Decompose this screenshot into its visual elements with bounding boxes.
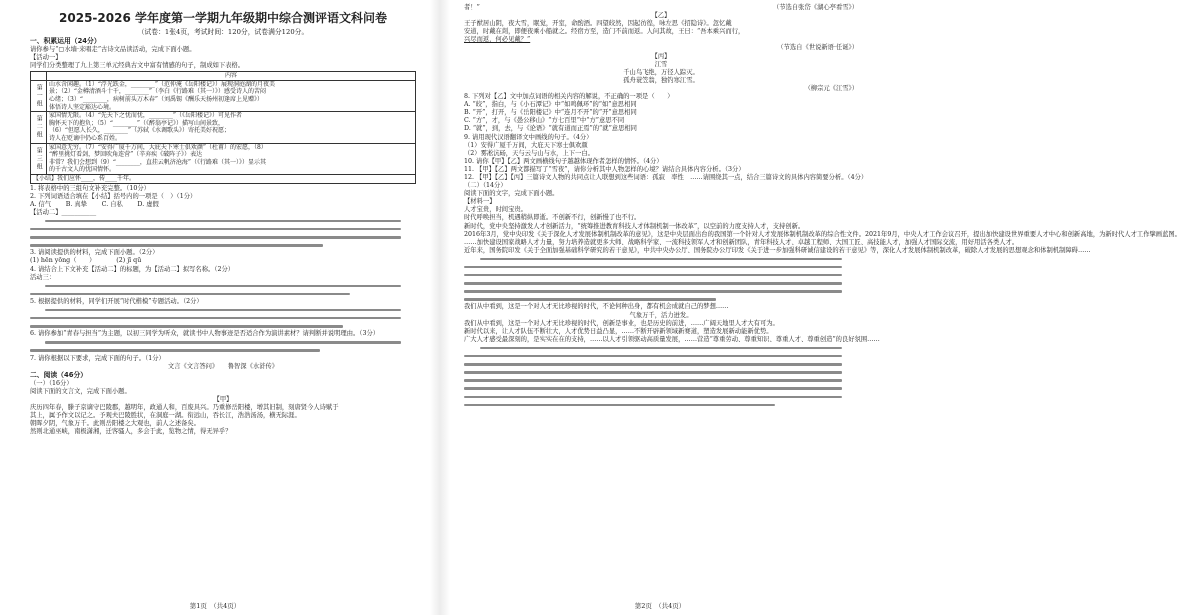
reading-instruction: 阅读下面的文言文，完成下面小题。 [30, 387, 131, 395]
text-line-placeholder [464, 344, 858, 352]
material-line: 气象万千，活力迸发。 [629, 311, 693, 319]
material-1-label: 【材料一】 [464, 198, 496, 206]
table-row [31, 80, 416, 111]
text-line-placeholder [30, 233, 416, 241]
text-line-placeholder [464, 368, 858, 376]
option-c: C. 自私 [101, 200, 123, 208]
activity-intro: 请你参与“▢水墙·来唱走”古诗文品读活动，完成下面小题。 [30, 46, 196, 53]
page-gutter [430, 0, 450, 615]
text-line-placeholder [30, 225, 416, 233]
exam-page-2 [450, 0, 1181, 615]
table-line: 的千古文人的忧国情怀。 [49, 166, 116, 174]
pinyin-item: (2) jī qū [116, 257, 142, 265]
text-line-placeholder [464, 352, 858, 360]
table-line: 家国意无穷。（7）“安得广厦千万间，大庇天下寒士俱欢颜”（杜甫）的宏愿，（8） [49, 143, 267, 151]
passage-line: 其上，属予作文以记之。予观夫巴陵胜状，在洞庭一湖。衔远山，吞长江，浩浩汤汤，横无际涯。 [30, 412, 301, 420]
text-line-placeholder [464, 263, 858, 271]
table-line: （6）“但愿人长久，________”（苏轼《水调歌头》）寄托美好祝愿； [49, 127, 230, 135]
reading-part-1: （一）（16分） [30, 379, 73, 387]
poem-line-with-author [464, 77, 858, 85]
text-line-placeholder [30, 217, 416, 225]
text-line-placeholder [464, 255, 858, 263]
table-line: “醉里挑灯看剑，梦回吹角连营”（辛弃疾《破阵子》）表达 [49, 151, 203, 159]
question-2: 2. 下列词语适合填在【小结】括号内的一项是（ ）（1分） [30, 192, 197, 200]
question-7-example: 文言《文言答问》 鲁智深《水浒传》 [167, 362, 279, 370]
passage-2-label: 【乙】 [651, 12, 671, 20]
poem-title: 江雪 [654, 60, 668, 68]
poem-line: 千山鸟飞绝，万径人踪灭。 [623, 68, 699, 76]
exam-subtitle: （试卷：1张4页，考试时间：120分，试卷满分120分。 [137, 28, 309, 36]
group-label: 第三组 [31, 143, 47, 174]
illegible-text-block [30, 282, 416, 298]
passage-ending: 者！” [464, 4, 480, 11]
reading-part-2: （二）（14分） [464, 182, 507, 190]
material-line: 新时代以来，让人才队伍不断壮大，人才优势日益凸显，……不断开辟新领域新赛道，塑造发展新动能新优势。 [464, 327, 773, 335]
option-b: B. “开”，打开，与《岳阳楼记》中“连月不开”的“开”意思相同 [464, 109, 637, 117]
option-d: D. “就”，到，去，与《论语》“就有道而正焉”的“就”意思相同 [464, 125, 637, 133]
table-line: 胸怀天下的抱负；（5）“________”（《醉翁亭记》）描写山间景致， [49, 119, 224, 127]
passage-line: 然则北通巫峡，南极潇湘，迁客骚人，多会于此，览物之情，得无异乎？ [30, 428, 232, 436]
pinyin-item: (1) hēn yōng（ ） [30, 257, 96, 265]
material-line: 2016年3月，党中央印发《关于深化人才发展体制机制改革的意见》，这是中央层面出台的我国第一个针对人才发展体制机制改革的综合性文件。2021年9月，中央人才工作会议召开，提出加快建设世界重要人才中心和创新高地，为新时代人才工作擘画蓝图。 [464, 230, 1181, 238]
table-line: 体悟诗人坚定豁达心境。 [49, 103, 116, 111]
table-line: 心绪；（3）“________，病树前头万木春”（刘禹锡《酬乐天扬州初逢席上见赠》） [49, 96, 263, 104]
material-line: 人才宝贵，时间宝贵。 [464, 206, 527, 214]
passage-source: （节选自张岱《湖心亭看雪》） [772, 4, 858, 11]
group-content [47, 80, 416, 111]
table-summary: 【小结】我们应怀____，传____千年。 [31, 175, 416, 184]
text-line-placeholder [30, 306, 416, 314]
page-top-line [464, 4, 858, 12]
text-line-placeholder [464, 376, 858, 384]
text-line-placeholder [30, 322, 416, 330]
reading-instruction: 阅读下面的文字，完成下面小题。 [464, 190, 559, 198]
passage-line: 安道，时戴在剡，即便夜乘小船就之。经宿方至，造门不前而返。人问其故，王曰：“吾本乘兴而行， [464, 28, 745, 36]
material-line: 我们从中看到，这是一个对人才无比珍视的时代，不论何种出身，都有机会成就自己的梦想…… [464, 303, 729, 311]
option-d: D. 虚假 [137, 200, 159, 208]
text-line-placeholder [464, 295, 858, 303]
section-heading-1: 一、积累运用（24分） [30, 37, 101, 45]
question-10: 10. 请你【甲】【乙】两文画横线句子越越体现作者怎样的情怀。（4分） [464, 157, 663, 165]
question-8: 8. 下列对【乙】文中加点词语的相关内容的解说，不正确的一项是（ ） [464, 93, 674, 101]
question-1: 1. 将表格中的三组句文补充完整。（10分） [30, 184, 150, 192]
material-line: ……加快建设国家战略人才力量，努力培养造就更多大师、战略科学家、一流科技领军人才和创新团队，青年科技人才、卓越工程师、大国工匠、高技能人才，加强人才国际交流，用好用活各类人才。 [464, 238, 1019, 246]
text-line-placeholder [464, 384, 858, 392]
illegible-text-block [464, 255, 858, 304]
option-a: A. 信气 [30, 200, 52, 208]
table-line: 非常？我们会想到（9）“________，直挂云帆济沧海”（《行路难（其一）》）显示其 [49, 158, 266, 166]
table-line: 景；（2）“金樽清酒斗十千，________”（李白《行路难（其一）》）感受诗人的苦闷 [49, 88, 266, 96]
exam-page-1 [0, 0, 430, 615]
option-a: A. “皎”，指白，与《小石潭记》中“如鸣佩环”的“如”意思相同 [464, 101, 637, 109]
text-line-placeholder [30, 338, 416, 346]
text-line-placeholder [30, 241, 416, 249]
text-line-placeholder [30, 346, 416, 354]
question-11: 11. 【甲】【乙】两文都描写了“雪夜”，请你分析其中人物怎样的心境？请结合具体内容分析。（3分） [464, 165, 745, 173]
group-content [47, 112, 416, 143]
option-c: C. “方”，才，与《愚公移山》“方七百里”中“方”意思不同 [464, 117, 625, 125]
activity-1-label: 【活动一】 [30, 54, 62, 62]
pinyin-items [30, 257, 416, 265]
group-label: 第二组 [31, 112, 47, 143]
activity-2-label: 【活动二】___________ [30, 208, 97, 216]
question-6: 6. 请你参加“青春与担当”为主题，以初三同学为听众，就读书中人物事迹是否适合作为演讲素材？请判断并说明理由。（3分） [30, 330, 380, 338]
question-9: 9. 请用现代汉语翻译文中画线的句子。（4分） [464, 133, 593, 141]
passage-line: 庆历四年春，滕子京谪守巴陵郡，越明年，政通人和，百废具兴。乃重修岳阳楼，增其旧制，刻唐贤今人诗赋于 [30, 404, 339, 412]
text-line-placeholder [464, 271, 858, 279]
material-line: 广大人才感受最深刻的，是实实在在的支持，……以人才引领驱动高质量发展，……营造“尊重劳动、尊重知识、尊重人才、尊重创造”的良好氛围…… [464, 335, 880, 343]
text-line-placeholder [464, 279, 858, 287]
question-3: 3. 请阅读提供的材料，完成下面小题。（2分） [30, 249, 159, 257]
table-group-col-header [31, 72, 47, 81]
poem-line: 孤舟蓑笠翁，独钓寒江雪。 [623, 76, 699, 84]
illegible-text-block [30, 217, 416, 249]
page-footer: 第1页 （共4页） [189, 602, 241, 610]
material-line: 时代呼唤担当，机遇稍纵即逝。不创新不行，创新慢了也不行。 [464, 214, 641, 222]
text-line-placeholder [464, 401, 858, 409]
text-line-placeholder [464, 287, 858, 295]
illegible-text-block [30, 338, 416, 354]
text-line-placeholder [30, 290, 416, 298]
table-row [31, 112, 416, 143]
illegible-text-block [464, 344, 858, 409]
quotation-table [30, 71, 416, 183]
translation-item: （1）安得广厦千万间，大庇天下寒士俱欢颜 [464, 141, 588, 149]
passage-line: 朝晖夕阴，气象万千。此则岳阳楼之大观也，前人之述备矣。 [30, 420, 201, 428]
page-footer: 第2页 （共4页） [634, 602, 686, 610]
group-label: 第一组 [31, 80, 47, 111]
passage-source: （节选自《世说新语·任诞》） [777, 44, 858, 52]
table-header: 内容 [47, 72, 416, 81]
activity-1-intro: 同学们分类整理了九上第三单元经典古文中富有情感的句子，制成如下表格。 [30, 62, 245, 70]
passage-1-label: 【甲】 [213, 395, 233, 403]
translation-item: （2）雾凇沆砀，天与云与山与水，上下一白。 [464, 149, 594, 157]
table-line: 山水含闲趣。（1）“浮光跃金，________”（范仲淹《岳阳楼记》）展现洞庭湖的月夜美 [49, 80, 275, 88]
text-line-placeholder [464, 360, 858, 368]
material-line: 新时代，党中央坚持激发人才创新活力，“统筹推进教育科技人才体制机制一体改革”，以空前的力度支持人才，支持创新。 [464, 222, 805, 230]
table-row [31, 143, 416, 174]
question-12: 12. 【甲】【乙】【丙】三篇诗文人物的共同点让人联想到这些词语：孤寂 率性 ……请围绕其一点，结合三篇诗文的具体内容简要分析。（4分） [464, 173, 868, 181]
question-5: 5. 根据提供的材料，同学们开展“时代楷模”专题活动。（2分） [30, 297, 203, 305]
question-7: 7. 请你根据以下要求，完成下面的句子。（1分） [30, 354, 165, 362]
text-line-placeholder [464, 393, 858, 401]
passage-line: 王子猷居山阴，夜大雪，眠觉，开室，命酌酒。四望皎然，因起彷徨，咏左思《招隐诗》。忽忆戴 [464, 20, 732, 28]
poem-author: （柳宗元《江雪》） [804, 84, 858, 92]
question-4: 4. 请结合上下文补充【活动二】的标题，为【活动二】拟写名称。（2分） [30, 265, 235, 273]
table-line: 家国情无限。（4）“先天下之忧而忧，________”（《岳阳楼记》）可见作者 [49, 112, 242, 120]
question-2-options [30, 201, 416, 209]
exam-title: 2025-2026 学年度第一学期九年级期中综合测评语文科问卷 [59, 11, 387, 25]
text-line-placeholder [30, 282, 416, 290]
group-content [47, 143, 416, 174]
material-line: 我们从中看到，这是一个对人才无比珍视的时代，创新是事业，也是历史的前进，……广阔天地里人才大有可为。 [464, 319, 779, 327]
illegible-text-block [30, 306, 416, 330]
passage-3-label: 【丙】 [651, 52, 671, 60]
activity-3-label: 活动三： [30, 273, 56, 281]
text-line-placeholder [30, 314, 416, 322]
table-row [31, 175, 416, 184]
material-line: 近年来，国务院印发《关于全面加强基础科学研究的若干意见》，中共中央办公厅、国务院办公厅印发《关于进一步加强科研诚信建设的若干意见》等，深化人才发展体制机制改革，破除人才发展的思想观念和体制机制障碍…… [464, 246, 1091, 254]
option-b: B. 真挚 [65, 200, 87, 208]
underlined-sentence: 兴尽而返，何必见戴？” [464, 36, 531, 44]
section-heading-2: 二、阅读（46分） [30, 370, 88, 379]
table-line: 诗人在贬谪中仍心系百姓。 [49, 135, 122, 143]
